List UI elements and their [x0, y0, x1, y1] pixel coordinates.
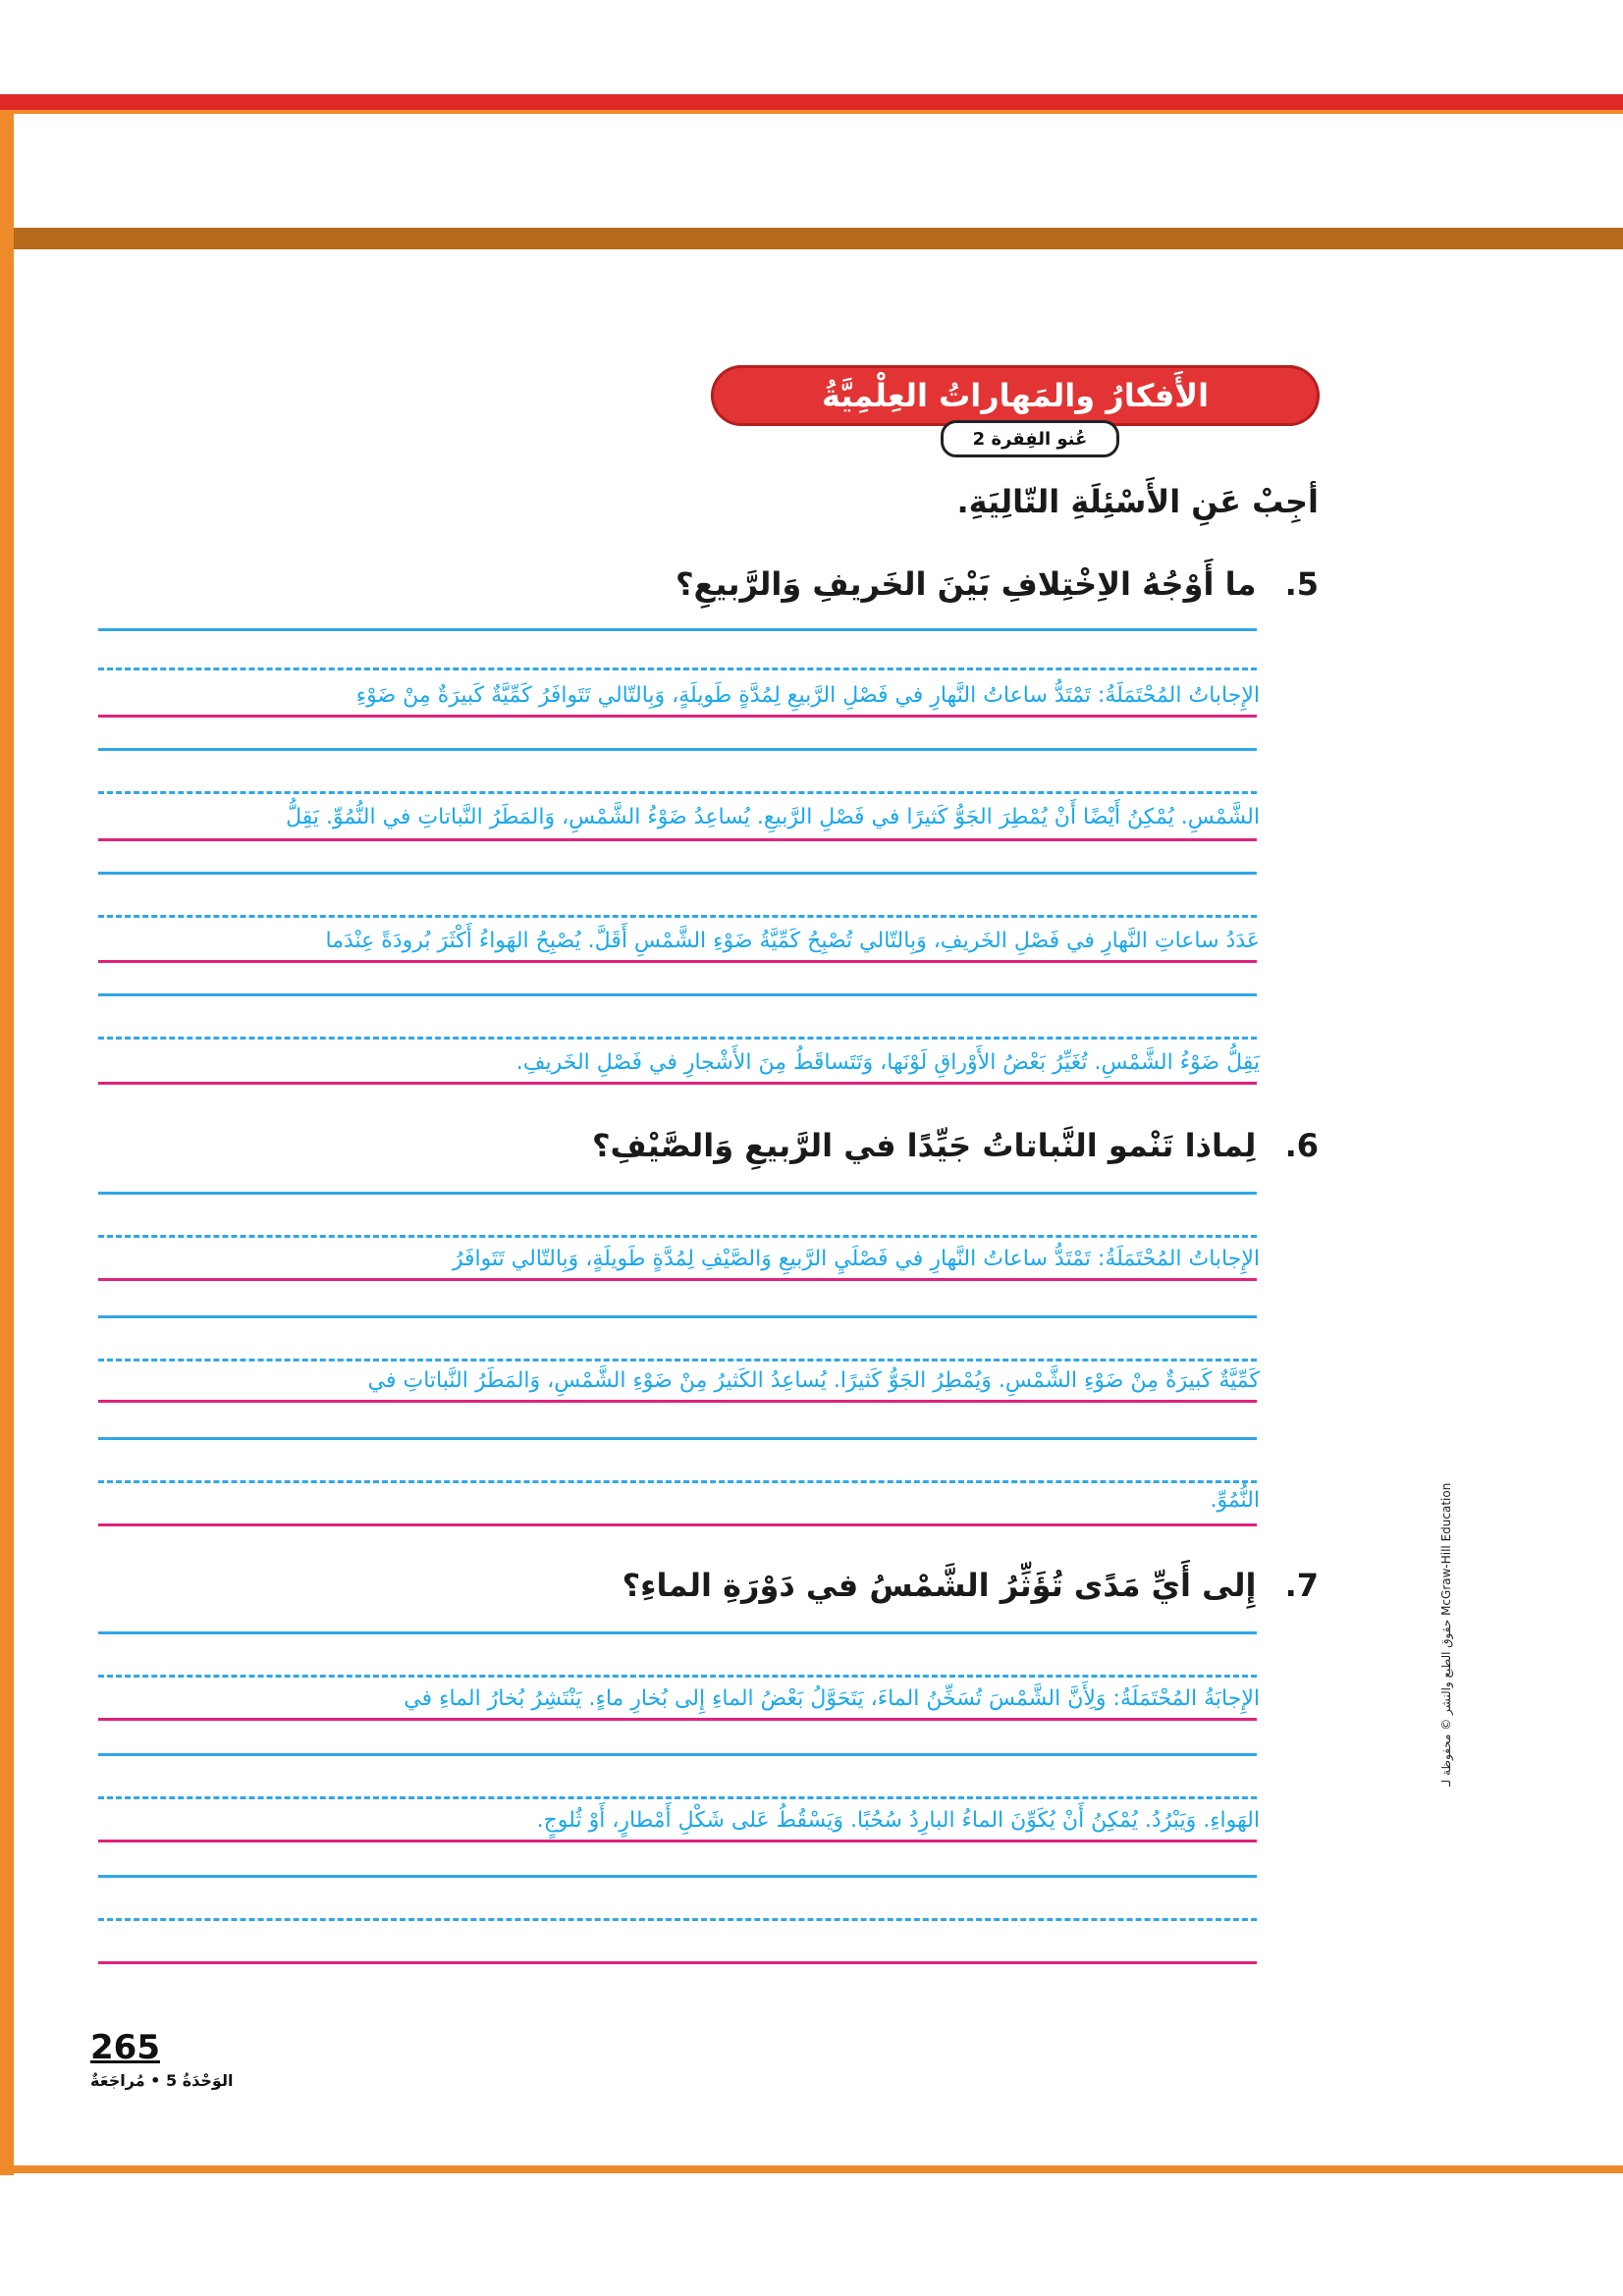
answer-guide-dashed: [98, 1675, 1257, 1678]
answer-base-line: [98, 1961, 1257, 1964]
answer-line: يَقِلُّ ضَوْءُ الشَّمْسِ. تُغَيِّرُ بَعْضُ الأَوْراقِ لَوْنَها، وَتَتَساقَطُ مِنَ الأَشْجارِ في فَصْلِ الخَريفِ.: [515, 1050, 1260, 1075]
question-number: .7: [1284, 1567, 1319, 1604]
question-7: [622, 1567, 1319, 1604]
answer-guide-line: [98, 1437, 1257, 1440]
answer-guide-line: [98, 628, 1257, 631]
copyright-credit: حقوق الطبع والنشر © محفوظة لـ McGraw-Hill Education: [1439, 1482, 1453, 1787]
answer-guide-dashed: [98, 667, 1257, 670]
answer-base-line: [98, 960, 1257, 963]
answer-guide-dashed: [98, 915, 1257, 918]
header-brown-band: [14, 228, 1623, 249]
left-orange-border: [0, 114, 14, 2175]
answer-line: النُّمُوِّ.: [1210, 1488, 1260, 1513]
answer-guide-line: [98, 872, 1257, 875]
instruction-text: أجِبْ عَنِ الأَسْئِلَةِ التّالِيَةِ.: [956, 483, 1319, 520]
answer-line: الإِجاباتُ المُحْتَمَلَةُ: تَمْتَدُّ ساعاتُ النَّهارِ في فَصْلِ الرَّبيعِ لِمُدَّةٍ طَويلَةٍ، وَبِالتّالي تَتَوافَرُ كَمِّيَّةٌ كَبيرَةٌ مِنْ ضَوْءِ: [355, 683, 1260, 708]
answer-base-line: [98, 1718, 1257, 1721]
answer-guide-dashed: [98, 1480, 1257, 1483]
answer-line: كَمِّيَّةٌ كَبيرَةٌ مِنْ ضَوْءِ الشَّمْسِ. وَيُمْطِرُ الجَوُّ كَثيرًا. يُساعِدُ الكَثيرُ مِنْ ضَوْءِ الشَّمْسِ، وَالمَطَرُ النَّباتاتِ في: [367, 1368, 1260, 1393]
section-subtitle-pill: عُنو الفِقرة 2: [941, 420, 1119, 457]
page-number: 265: [90, 2028, 160, 2067]
answer-base-line: [98, 1278, 1257, 1281]
question-number: .6: [1284, 1127, 1319, 1164]
question-5: [676, 565, 1319, 603]
question-6: [592, 1127, 1319, 1164]
answer-line: الإِجابَةُ المُحْتَمَلَةُ: وَلِأَنَّ الشَّمْسَ تُسَخِّنُ الماءَ، يَتَحَوَّلُ بَعْضُ الماءِ إِلى بُخارِ ماءٍ. يَنْتَشِرُ بُخارُ الماءِ في: [404, 1686, 1260, 1711]
answer-line: الشَّمْسِ. يُمْكِنُ أَيْضًا أَنْ يُمْطِرَ الجَوُّ كَثيرًا في فَصْلِ الرَّبيعِ. يُساعِدُ ضَوْءُ الشَّمْسِ، وَالمَطَرُ النَّباتاتِ في النُّمُوِّ. يَقِلُّ: [286, 805, 1260, 829]
answer-base-line: [98, 1082, 1257, 1085]
answer-base-line: [98, 715, 1257, 718]
answer-guide-dashed: [98, 1918, 1257, 1921]
answer-guide-dashed: [98, 1037, 1257, 1040]
answer-guide-dashed: [98, 1796, 1257, 1799]
answer-guide-line: [98, 1631, 1257, 1634]
section-title: الأَفكارُ والمَهاراتُ العِلْمِيَّةُ: [821, 377, 1210, 414]
top-red-border: [0, 94, 1623, 110]
question-text: ما أَوْجُهُ الاِخْتِلافِ بَيْنَ الخَريفِ وَالرَّبيعِ؟: [675, 565, 1257, 603]
answer-guide-line: [98, 1315, 1257, 1318]
question-text: لِماذا تَنْمو النَّباتاتُ جَيِّدًا في الرَّبيعِ وَالصَّيْفِ؟: [591, 1127, 1257, 1164]
answer-guide-line: [98, 993, 1257, 996]
answer-base-line: [98, 1523, 1257, 1526]
answer-guide-dashed: [98, 1235, 1257, 1238]
question-text: إِلى أَيِّ مَدًى تُؤَثِّرُ الشَّمْسُ في دَوْرَةِ الماءِ؟: [622, 1567, 1257, 1604]
answer-base-line: [98, 1400, 1257, 1403]
answer-guide-dashed: [98, 791, 1257, 794]
question-number: .5: [1284, 565, 1319, 603]
answer-guide-line: [98, 1753, 1257, 1756]
footer-unit-label: الوَحْدَةُ 5 • مُراجَعَةٌ: [90, 2071, 234, 2090]
answer-line: الهَواءِ. وَيَبْرُدُ. يُمْكِنُ أَنْ يُكَوِّنَ الماءُ البارِدُ سُحُبًا. وَيَسْقُطُ عَلى شَكْلِ أَمْطارٍ، أَوْ ثُلوجٍ.: [536, 1808, 1260, 1833]
answer-guide-line: [98, 748, 1257, 751]
answer-base-line: [98, 1840, 1257, 1842]
bottom-orange-border: [0, 2165, 1623, 2173]
section-banner: [711, 365, 1320, 426]
answer-line: الإِجاباتُ المُحْتَمَلَةُ: تَمْتَدُّ ساعاتُ النَّهارِ في فَصْلَيِ الرَّبيعِ وَالصَّيْفِ لِمُدَّةٍ طَويلَةٍ، وَبِالتّالي تَتَوافَرُ: [452, 1247, 1260, 1271]
top-orange-border: [0, 110, 1623, 114]
answer-guide-line: [98, 1875, 1257, 1878]
answer-base-line: [98, 838, 1257, 841]
answer-guide-line: [98, 1192, 1257, 1195]
answer-guide-dashed: [98, 1359, 1257, 1362]
answer-line: عَدَدُ ساعاتِ النَّهارِ في فَصْلِ الخَريفِ، وَبِالتّالي تُصْبِحُ كَمِّيَّةُ ضَوْءِ الشَّمْسِ أَقَلَّ. يُصْبِحُ الهَواءُ أَكْثَرَ بُرودَةً عِنْدَما: [325, 929, 1260, 953]
